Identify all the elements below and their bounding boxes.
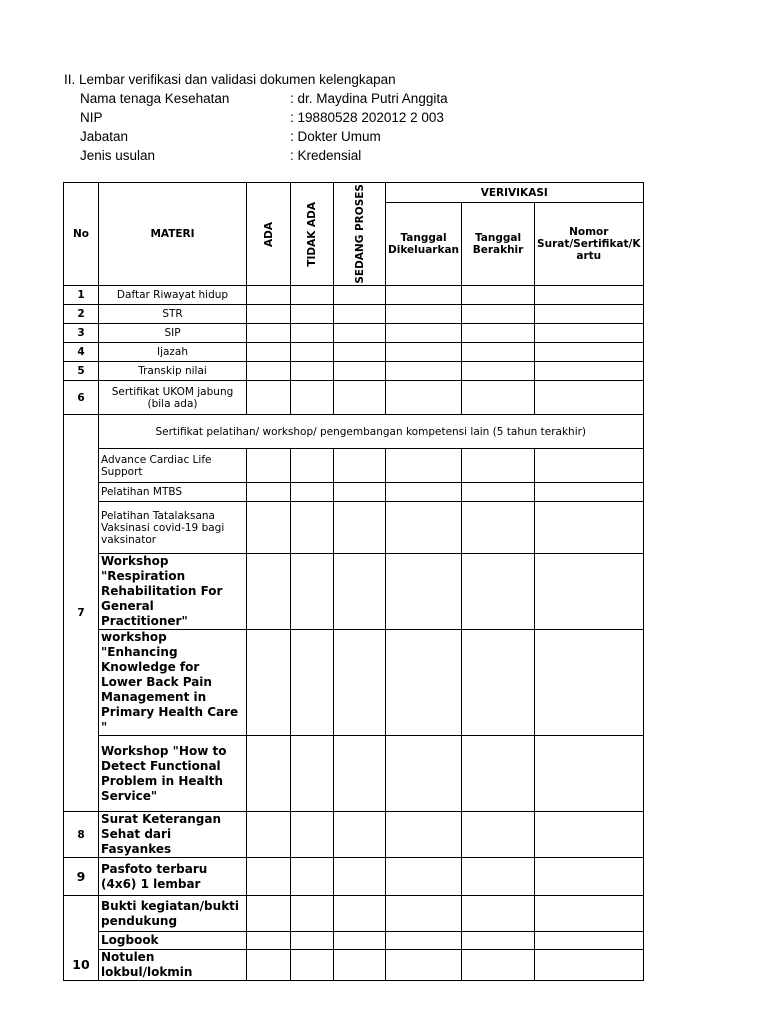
header-ada-label: ADA [262, 221, 275, 247]
cell-tanggal-berakhir[interactable] [462, 554, 535, 630]
cell-sedang-proses[interactable] [334, 381, 386, 415]
cell-tidak-ada[interactable] [291, 630, 334, 736]
cell-tanggal-dikeluarkan[interactable] [386, 950, 462, 981]
cell-tanggal-berakhir[interactable] [462, 362, 535, 381]
row-number: 9 [64, 858, 99, 896]
cell-tidak-ada[interactable] [291, 502, 334, 554]
verification-table [63, 182, 644, 981]
cell-sedang-proses[interactable] [334, 554, 386, 630]
cell-sedang-proses[interactable] [334, 736, 386, 812]
cell-tanggal-berakhir[interactable] [462, 896, 535, 932]
row-materi: Daftar Riwayat hidup [99, 286, 247, 305]
table-row [64, 812, 644, 858]
cell-sedang-proses[interactable] [334, 286, 386, 305]
cell-tanggal-berakhir[interactable] [462, 449, 535, 483]
header-tanggal-berakhir: Tanggal Berakhir [462, 203, 535, 286]
cell-tanggal-dikeluarkan[interactable] [386, 286, 462, 305]
header-tidak-ada [291, 183, 334, 286]
cell-nomor[interactable] [535, 362, 644, 381]
table-row [64, 381, 644, 415]
table-row [64, 449, 644, 483]
cell-nomor[interactable] [535, 736, 644, 812]
cell-tanggal-berakhir[interactable] [462, 812, 535, 858]
row-materi: Workshop "Respiration Rehabilitation For General Practitioner" [99, 554, 247, 630]
header-sedang-proses-label: SEDANG PROSES [353, 184, 366, 284]
cell-tanggal-berakhir[interactable] [462, 343, 535, 362]
document-header [64, 70, 448, 165]
row-number: 5 [64, 362, 99, 381]
header-no: No [64, 183, 99, 286]
cell-tanggal-berakhir[interactable] [462, 858, 535, 896]
row-materi: Pelatihan MTBS [99, 483, 247, 502]
cell-sedang-proses[interactable] [334, 483, 386, 502]
row-number: 3 [64, 324, 99, 343]
cell-tanggal-dikeluarkan[interactable] [386, 932, 462, 950]
cell-ada[interactable] [247, 950, 291, 981]
cell-tanggal-dikeluarkan[interactable] [386, 630, 462, 736]
cell-ada[interactable] [247, 343, 291, 362]
table-row [64, 554, 644, 630]
cell-tidak-ada[interactable] [291, 449, 334, 483]
cell-nomor[interactable] [535, 305, 644, 324]
cell-sedang-proses[interactable] [334, 932, 386, 950]
table-row [64, 362, 644, 381]
cell-sedang-proses[interactable] [334, 362, 386, 381]
cell-nomor[interactable] [535, 449, 644, 483]
field-value: : Kredensial [290, 148, 362, 163]
cell-sedang-proses[interactable] [334, 812, 386, 858]
cell-tanggal-berakhir[interactable] [462, 950, 535, 981]
cell-sedang-proses[interactable] [334, 449, 386, 483]
cell-nomor[interactable] [535, 381, 644, 415]
cell-nomor[interactable] [535, 502, 644, 554]
table-row [64, 736, 644, 812]
cell-tanggal-dikeluarkan[interactable] [386, 812, 462, 858]
cell-tidak-ada[interactable] [291, 554, 334, 630]
cell-tidak-ada[interactable] [291, 324, 334, 343]
cell-tanggal-berakhir[interactable] [462, 483, 535, 502]
cell-ada[interactable] [247, 286, 291, 305]
table-row [64, 896, 644, 932]
cell-ada[interactable] [247, 502, 291, 554]
cell-tanggal-dikeluarkan[interactable] [386, 449, 462, 483]
cell-ada[interactable] [247, 305, 291, 324]
cell-tidak-ada[interactable] [291, 305, 334, 324]
cell-tanggal-berakhir[interactable] [462, 502, 535, 554]
row-materi: Advance Cardiac Life Support [99, 449, 247, 483]
cell-tidak-ada[interactable] [291, 932, 334, 950]
cell-tidak-ada[interactable] [291, 483, 334, 502]
cell-tanggal-dikeluarkan[interactable] [386, 483, 462, 502]
cell-tidak-ada[interactable] [291, 812, 334, 858]
cell-tanggal-berakhir[interactable] [462, 381, 535, 415]
field-value: : dr. Maydina Putri Anggita [290, 91, 448, 106]
cell-ada[interactable] [247, 858, 291, 896]
row-materi: Logbook [99, 932, 247, 950]
cell-ada[interactable] [247, 896, 291, 932]
cell-ada[interactable] [247, 381, 291, 415]
row-number: 8 [64, 812, 99, 858]
cell-tidak-ada[interactable] [291, 896, 334, 932]
row-number: 10 [64, 896, 99, 981]
cell-sedang-proses[interactable] [334, 305, 386, 324]
cell-sedang-proses[interactable] [334, 896, 386, 932]
cell-tanggal-dikeluarkan[interactable] [386, 858, 462, 896]
table-row [64, 932, 644, 950]
row-number: 1 [64, 286, 99, 305]
row-7-note: Sertifikat pelatihan/ workshop/ pengembangan kompetensi lain (5 tahun terakhir) [99, 415, 644, 449]
table-row [64, 502, 644, 554]
cell-nomor[interactable] [535, 630, 644, 736]
row-materi: STR [99, 305, 247, 324]
cell-ada[interactable] [247, 362, 291, 381]
cell-tanggal-dikeluarkan[interactable] [386, 736, 462, 812]
field-jabatan [64, 127, 448, 146]
document-title: II. Lembar verifikasi dan validasi dokumen kelengkapan [64, 72, 396, 87]
cell-nomor[interactable] [535, 812, 644, 858]
field-label: Jenis usulan [80, 148, 156, 163]
cell-ada[interactable] [247, 324, 291, 343]
cell-sedang-proses[interactable] [334, 858, 386, 896]
cell-tidak-ada[interactable] [291, 858, 334, 896]
cell-tidak-ada[interactable] [291, 286, 334, 305]
cell-sedang-proses[interactable] [334, 343, 386, 362]
row-materi: Pasfoto terbaru (4x6) 1 lembar [99, 858, 247, 896]
cell-ada[interactable] [247, 736, 291, 812]
cell-ada[interactable] [247, 554, 291, 630]
cell-nomor[interactable] [535, 324, 644, 343]
table-row [64, 305, 644, 324]
cell-nomor[interactable] [535, 286, 644, 305]
row-materi: Notulen lokbul/lokmin [99, 950, 247, 981]
cell-sedang-proses[interactable] [334, 630, 386, 736]
cell-tanggal-dikeluarkan[interactable] [386, 305, 462, 324]
cell-nomor[interactable] [535, 554, 644, 630]
field-label: NIP [80, 110, 103, 125]
row-number: 6 [64, 381, 99, 415]
row-number: 4 [64, 343, 99, 362]
table-row [64, 630, 644, 736]
cell-tanggal-dikeluarkan[interactable] [386, 362, 462, 381]
table-row [64, 858, 644, 896]
field-name [64, 89, 448, 108]
cell-ada[interactable] [247, 630, 291, 736]
header-verifikasi: VERIVIKASI [386, 183, 644, 203]
row-materi: Transkip nilai [99, 362, 247, 381]
row-materi: SIP [99, 324, 247, 343]
cell-nomor[interactable] [535, 950, 644, 981]
cell-tanggal-berakhir[interactable] [462, 932, 535, 950]
cell-tidak-ada[interactable] [291, 343, 334, 362]
table-row [64, 343, 644, 362]
row-number: 2 [64, 305, 99, 324]
cell-tanggal-dikeluarkan[interactable] [386, 502, 462, 554]
table-row [64, 286, 644, 305]
field-label: Nama tenaga Kesehatan [80, 91, 230, 106]
cell-tidak-ada[interactable] [291, 381, 334, 415]
cell-tanggal-dikeluarkan[interactable] [386, 554, 462, 630]
cell-ada[interactable] [247, 932, 291, 950]
cell-nomor[interactable] [535, 896, 644, 932]
cell-tanggal-berakhir[interactable] [462, 305, 535, 324]
cell-tanggal-dikeluarkan[interactable] [386, 324, 462, 343]
cell-tidak-ada[interactable] [291, 736, 334, 812]
cell-tidak-ada[interactable] [291, 950, 334, 981]
cell-nomor[interactable] [535, 343, 644, 362]
row-materi: Pelatihan Tatalaksana Vaksinasi covid-19 bagi vaksinator [99, 502, 247, 554]
row-materi: Sertifikat UKOM jabung (bila ada) [99, 381, 247, 415]
row-materi: workshop "Enhancing Knowledge for Lower Back Pain Management in Primary Health Care " [99, 630, 247, 736]
field-value: : 19880528 202012 2 003 [290, 110, 444, 125]
header-nomor: Nomor Surat/Sertifikat/K artu [535, 203, 644, 286]
table-row [64, 324, 644, 343]
field-label: Jabatan [80, 129, 129, 144]
table-row-group-7 [64, 415, 644, 449]
row-number: 7 [64, 415, 99, 812]
cell-sedang-proses[interactable] [334, 502, 386, 554]
cell-nomor[interactable] [535, 932, 644, 950]
field-nip [64, 108, 448, 127]
table-row [64, 950, 644, 981]
cell-ada[interactable] [247, 812, 291, 858]
cell-tanggal-berakhir[interactable] [462, 736, 535, 812]
cell-ada[interactable] [247, 483, 291, 502]
header-materi: MATERI [99, 183, 247, 286]
cell-ada[interactable] [247, 449, 291, 483]
cell-tanggal-dikeluarkan[interactable] [386, 381, 462, 415]
header-tanggal-dikeluarkan: Tanggal Dikeluarkan [386, 203, 462, 286]
cell-sedang-proses[interactable] [334, 324, 386, 343]
cell-nomor[interactable] [535, 483, 644, 502]
header-sedang-proses [334, 183, 386, 286]
cell-tanggal-dikeluarkan[interactable] [386, 343, 462, 362]
cell-tanggal-dikeluarkan[interactable] [386, 896, 462, 932]
cell-tidak-ada[interactable] [291, 362, 334, 381]
row-materi: Workshop "How to Detect Functional Problem in Health Service" [99, 736, 247, 812]
cell-sedang-proses[interactable] [334, 950, 386, 981]
header-tidak-ada-label: TIDAK ADA [306, 201, 318, 267]
row-materi: Surat Keterangan Sehat dari Fasyankes [99, 812, 247, 858]
row-materi: Ijazah [99, 343, 247, 362]
cell-tanggal-berakhir[interactable] [462, 286, 535, 305]
header-ada [247, 183, 291, 286]
cell-tanggal-berakhir[interactable] [462, 630, 535, 736]
table-row [64, 483, 644, 502]
cell-tanggal-berakhir[interactable] [462, 324, 535, 343]
cell-nomor[interactable] [535, 858, 644, 896]
field-jenis-usulan [64, 146, 448, 165]
field-value: : Dokter Umum [290, 129, 381, 144]
row-materi: Bukti kegiatan/bukti pendukung [99, 896, 247, 932]
